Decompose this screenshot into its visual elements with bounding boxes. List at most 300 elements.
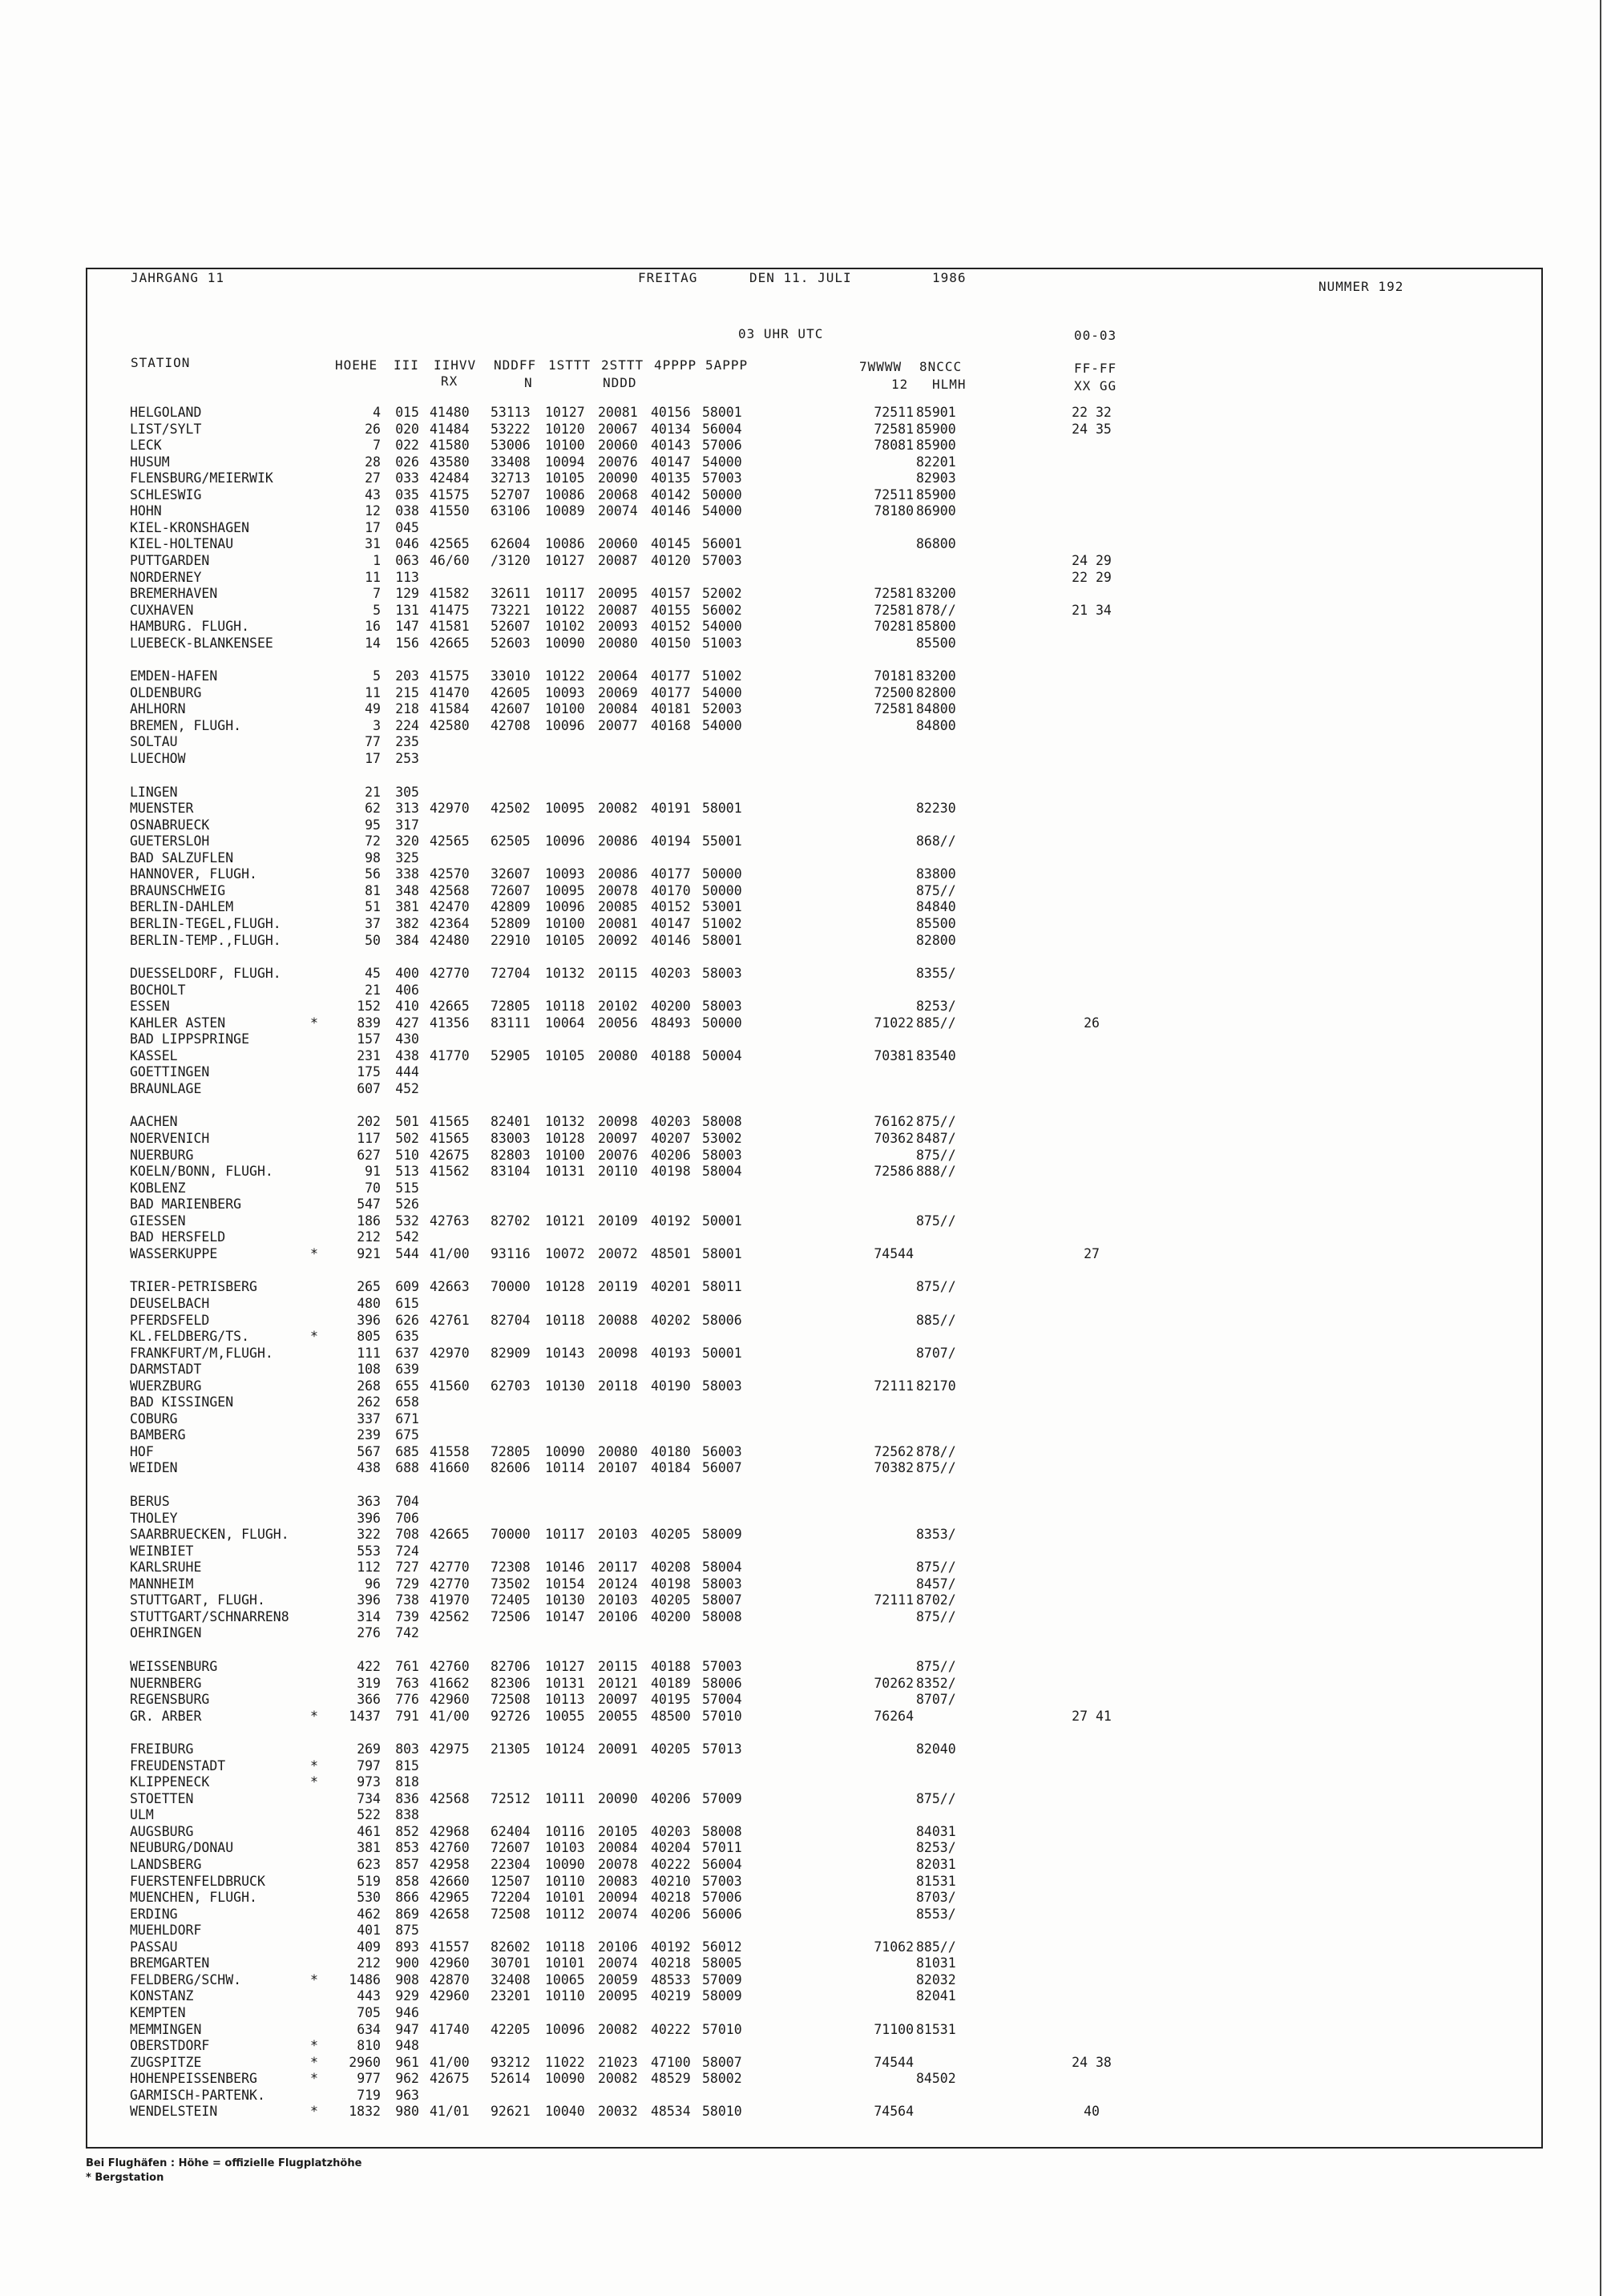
- group-5appp: 58001: [702, 405, 742, 420]
- nddff: 72512: [491, 1791, 531, 1806]
- nddff: 53006: [491, 438, 531, 453]
- group-4pppp: 40134: [651, 422, 691, 437]
- iihvv: 42960: [430, 1955, 470, 1971]
- group-4pppp: 40177: [651, 668, 691, 684]
- nddff: 70000: [491, 1279, 531, 1294]
- station-name: BREMERHAVEN: [130, 586, 218, 601]
- iihvv: 42565: [430, 833, 470, 849]
- iihvv: 41584: [430, 701, 470, 716]
- group-1sttt: 10103: [545, 1840, 585, 1855]
- station-name: NUERBURG: [130, 1148, 194, 1163]
- group-5appp: 57010: [702, 1709, 742, 1724]
- group-2sttt: 20080: [598, 1444, 638, 1459]
- group-1sttt: 10146: [545, 1560, 585, 1575]
- group-2sttt: 20077: [598, 718, 638, 733]
- group-8nccc: 83800: [916, 866, 956, 882]
- group-7wwww: 78180: [874, 503, 914, 519]
- nddff: 93212: [491, 2055, 531, 2070]
- iihvv: 42570: [430, 866, 470, 882]
- station-name: STUTTGART/SCHNARREN8: [130, 1609, 289, 1624]
- hoehe: 734: [357, 1791, 381, 1806]
- group-4pppp: 40135: [651, 470, 691, 486]
- group-2sttt: 21023: [598, 2055, 638, 2070]
- group-1sttt: 10072: [545, 1246, 585, 1261]
- station-name: OBERSTDORF: [130, 2038, 210, 2053]
- group-4pppp: 40207: [651, 1131, 691, 1146]
- group-8nccc: 82201: [916, 454, 956, 470]
- group-2sttt: 20115: [598, 966, 638, 981]
- group-7wwww: 76162: [874, 1114, 914, 1129]
- nddff: 62505: [491, 833, 531, 849]
- hoehe: 70: [365, 1180, 381, 1196]
- col-n: N: [524, 375, 533, 390]
- group-4pppp: 40203: [651, 1114, 691, 1129]
- nddff: 52707: [491, 487, 531, 502]
- group-8nccc: 8253/: [916, 999, 956, 1014]
- group-7wwww: 72586: [874, 1164, 914, 1179]
- iii: 063: [395, 553, 419, 568]
- group-2sttt: 20059: [598, 1972, 638, 1987]
- iihvv: 42580: [430, 718, 470, 733]
- group-8nccc: 875//: [916, 1791, 956, 1806]
- group-1sttt: 10095: [545, 883, 585, 898]
- nddff: 52603: [491, 636, 531, 651]
- hoehe: 262: [357, 1394, 381, 1410]
- group-4pppp: 40198: [651, 1164, 691, 1179]
- group-1sttt: 10086: [545, 536, 585, 551]
- group-8nccc: 82903: [916, 470, 956, 486]
- group-8nccc: 8702/: [916, 1592, 956, 1608]
- station-name: PUTTGARDEN: [130, 553, 210, 568]
- iihvv: 42665: [430, 999, 470, 1014]
- hoehe: 5: [373, 668, 381, 684]
- group-5appp: 58003: [702, 1148, 742, 1163]
- station-name: ESSEN: [130, 999, 170, 1014]
- nddff: 72405: [491, 1592, 531, 1608]
- group-7wwww: 72111: [874, 1592, 914, 1608]
- iii: 658: [395, 1394, 419, 1410]
- hoehe: 522: [357, 1807, 381, 1822]
- iii: 776: [395, 1692, 419, 1707]
- group-7wwww: 70181: [874, 668, 914, 684]
- group-4pppp: 40145: [651, 536, 691, 551]
- station-name: WEINBIET: [130, 1543, 194, 1559]
- group-5appp: 54000: [702, 718, 742, 733]
- iii: 045: [395, 520, 419, 535]
- group-4pppp: 48501: [651, 1246, 691, 1261]
- group-4pppp: 40200: [651, 999, 691, 1014]
- group-8nccc: 878//: [916, 603, 956, 618]
- group-2sttt: 20119: [598, 1279, 638, 1294]
- station-name: BAMBERG: [130, 1427, 186, 1443]
- group-4pppp: 40177: [651, 866, 691, 882]
- station-name: ERDING: [130, 1907, 178, 1922]
- hoehe: 1: [373, 553, 381, 568]
- group-2sttt: 20117: [598, 1560, 638, 1575]
- group-2sttt: 20110: [598, 1164, 638, 1179]
- iihvv: 41470: [430, 685, 470, 700]
- group-2sttt: 20086: [598, 833, 638, 849]
- group-7wwww: 70382: [874, 1460, 914, 1475]
- group-2sttt: 20068: [598, 487, 638, 502]
- group-1sttt: 10100: [545, 701, 585, 716]
- hoehe: 37: [365, 916, 381, 931]
- station-name: HOF: [130, 1444, 154, 1459]
- nddff: 92726: [491, 1709, 531, 1724]
- iii: 510: [395, 1148, 419, 1163]
- iihvv: 41484: [430, 422, 470, 437]
- station-name: FELDBERG/SCHW.: [130, 1972, 242, 1987]
- mountain-marker: *: [310, 1246, 318, 1261]
- nddff: 82909: [491, 1346, 531, 1361]
- station-name: BREMGARTEN: [130, 1955, 210, 1971]
- group-8nccc: 86800: [916, 536, 956, 551]
- iii: 615: [395, 1296, 419, 1311]
- ff-ff: 26: [1084, 1015, 1100, 1031]
- group-4pppp: 40156: [651, 405, 691, 420]
- iii: 655: [395, 1378, 419, 1394]
- nddff: /3120: [491, 553, 531, 568]
- station-name: KASSEL: [130, 1048, 178, 1063]
- nddff: 32607: [491, 866, 531, 882]
- group-4pppp: 40146: [651, 503, 691, 519]
- hoehe: 112: [357, 1560, 381, 1575]
- group-8nccc: 8352/: [916, 1676, 956, 1691]
- nddff: 83003: [491, 1131, 531, 1146]
- iihvv: 46/60: [430, 553, 470, 568]
- group-5appp: 57004: [702, 1692, 742, 1707]
- iihvv: 42960: [430, 1988, 470, 2003]
- station-name: OEHRINGEN: [130, 1625, 202, 1640]
- iii: 706: [395, 1511, 419, 1526]
- hoehe: 396: [357, 1511, 381, 1526]
- group-1sttt: 10094: [545, 454, 585, 470]
- group-2sttt: 20103: [598, 1527, 638, 1542]
- hoehe: 11: [365, 685, 381, 700]
- group-5appp: 57013: [702, 1741, 742, 1757]
- group-5appp: 57011: [702, 1840, 742, 1855]
- group-4pppp: 40205: [651, 1527, 691, 1542]
- mountain-marker: *: [310, 1015, 318, 1031]
- station-name: LIST/SYLT: [130, 422, 202, 437]
- nddff: 42502: [491, 801, 531, 816]
- group-5appp: 58001: [702, 1246, 742, 1261]
- iii: 384: [395, 933, 419, 948]
- group-4pppp: 40143: [651, 438, 691, 453]
- group-8nccc: 8487/: [916, 1131, 956, 1146]
- group-5appp: 58007: [702, 2055, 742, 2070]
- group-5appp: 50001: [702, 1346, 742, 1361]
- iii: 022: [395, 438, 419, 453]
- nddff: 72308: [491, 1560, 531, 1575]
- group-1sttt: 10090: [545, 1857, 585, 1872]
- iii: 929: [395, 1988, 419, 2003]
- group-5appp: 56012: [702, 1939, 742, 1955]
- iii: 947: [395, 2022, 419, 2037]
- group-8nccc: 875//: [916, 1560, 956, 1575]
- iii: 452: [395, 1081, 419, 1096]
- group-2sttt: 20093: [598, 619, 638, 634]
- iii: 852: [395, 1824, 419, 1839]
- station-name: KAHLER ASTEN: [130, 1015, 226, 1031]
- group-5appp: 50004: [702, 1048, 742, 1063]
- group-4pppp: 40201: [651, 1279, 691, 1294]
- iii: 020: [395, 422, 419, 437]
- group-5appp: 56002: [702, 603, 742, 618]
- station-name: COBURG: [130, 1411, 178, 1426]
- nddff: 72704: [491, 966, 531, 981]
- group-5appp: 52002: [702, 586, 742, 601]
- group-8nccc: 84031: [916, 1824, 956, 1839]
- mountain-marker: *: [310, 1774, 318, 1790]
- iii: 738: [395, 1592, 419, 1608]
- group-7wwww: 70362: [874, 1131, 914, 1146]
- iii: 038: [395, 503, 419, 519]
- hoehe: 276: [357, 1625, 381, 1640]
- group-4pppp: 48533: [651, 1972, 691, 1987]
- group-2sttt: 20081: [598, 916, 638, 931]
- iii: 526: [395, 1196, 419, 1212]
- station-name: KEMPTEN: [130, 2005, 186, 2020]
- iihvv: 41970: [430, 1592, 470, 1608]
- hoehe: 401: [357, 1923, 381, 1938]
- group-2sttt: 20064: [598, 668, 638, 684]
- station-name: BERLIN-TEGEL,FLUGH.: [130, 916, 281, 931]
- hoehe: 28: [365, 454, 381, 470]
- group-2sttt: 20067: [598, 422, 638, 437]
- group-4pppp: 48529: [651, 2071, 691, 2086]
- iii: 502: [395, 1131, 419, 1146]
- group-1sttt: 10100: [545, 916, 585, 931]
- group-8nccc: 875//: [916, 1609, 956, 1624]
- station-name: ULM: [130, 1807, 154, 1822]
- station-name: LINGEN: [130, 785, 178, 800]
- iihvv: 42660: [430, 1874, 470, 1889]
- page-edge: [1600, 0, 1601, 2296]
- group-5appp: 51002: [702, 668, 742, 684]
- iihvv: 42760: [430, 1840, 470, 1855]
- nddff: 42605: [491, 685, 531, 700]
- group-8nccc: 82031: [916, 1857, 956, 1872]
- group-2sttt: 20056: [598, 1015, 638, 1031]
- iii: 675: [395, 1427, 419, 1443]
- group-5appp: 57003: [702, 553, 742, 568]
- group-4pppp: 40184: [651, 1460, 691, 1475]
- station-name: LUECHOW: [130, 751, 186, 766]
- group-1sttt: 10117: [545, 1527, 585, 1542]
- group-2sttt: 20088: [598, 1313, 638, 1328]
- group-8nccc: 8253/: [916, 1840, 956, 1855]
- group-4pppp: 48493: [651, 1015, 691, 1031]
- group-8nccc: 86900: [916, 503, 956, 519]
- station-name: WENDELSTEIN: [130, 2104, 218, 2119]
- group-8nccc: 8457/: [916, 1576, 956, 1592]
- group-1sttt: 10117: [545, 586, 585, 601]
- group-5appp: 56004: [702, 1857, 742, 1872]
- iihvv: 42870: [430, 1972, 470, 1987]
- iihvv: 41575: [430, 487, 470, 502]
- iii: 704: [395, 1494, 419, 1509]
- group-1sttt: 10127: [545, 553, 585, 568]
- hoehe: 810: [357, 2038, 381, 2053]
- ff-ff: 24 38: [1072, 2055, 1112, 2070]
- nddff: 82606: [491, 1460, 531, 1475]
- group-4pppp: 40157: [651, 586, 691, 601]
- group-5appp: 50000: [702, 1015, 742, 1031]
- station-name: BERUS: [130, 1494, 170, 1509]
- group-1sttt: 10090: [545, 636, 585, 651]
- hoehe: 1486: [349, 1972, 381, 1987]
- group-1sttt: 10128: [545, 1131, 585, 1146]
- iihvv: 42763: [430, 1213, 470, 1229]
- group-1sttt: 10096: [545, 899, 585, 914]
- station-name: NEUBURG/DONAU: [130, 1840, 234, 1855]
- col-ff-ff: FF-FF: [1074, 361, 1117, 376]
- station-name: FREIBURG: [130, 1741, 194, 1757]
- group-4pppp: 40203: [651, 966, 691, 981]
- hoehe: 977: [357, 2071, 381, 2086]
- group-8nccc: 83200: [916, 586, 956, 601]
- group-2sttt: 20087: [598, 553, 638, 568]
- group-1sttt: 10118: [545, 1939, 585, 1955]
- station-name: HOHENPEISSENBERG: [130, 2071, 257, 2086]
- group-5appp: 54000: [702, 503, 742, 519]
- iii: 338: [395, 866, 419, 882]
- iii: 671: [395, 1411, 419, 1426]
- nddff: 32713: [491, 470, 531, 486]
- group-2sttt: 20076: [598, 1148, 638, 1163]
- jahrgang: JAHRGANG 11: [131, 270, 224, 285]
- station-name: GIESSEN: [130, 1213, 186, 1229]
- group-2sttt: 20055: [598, 1709, 638, 1724]
- nddff: 72607: [491, 1840, 531, 1855]
- group-8nccc: 84502: [916, 2071, 956, 2086]
- col-xx-gg: XX GG: [1074, 378, 1117, 393]
- group-2sttt: 20074: [598, 1955, 638, 1971]
- station-name: DEUSELBACH: [130, 1296, 210, 1311]
- station-name: KIEL-KRONSHAGEN: [130, 520, 250, 535]
- iihvv: 41558: [430, 1444, 470, 1459]
- group-2sttt: 20082: [598, 2071, 638, 2086]
- iihvv: 41/00: [430, 2055, 470, 2070]
- group-4pppp: 40188: [651, 1048, 691, 1063]
- group-2sttt: 20118: [598, 1378, 638, 1394]
- iii: 382: [395, 916, 419, 931]
- hoehe: 921: [357, 1246, 381, 1261]
- hoehe: 2960: [349, 2055, 381, 2070]
- group-5appp: 55001: [702, 833, 742, 849]
- group-8nccc: 875//: [916, 1213, 956, 1229]
- group-8nccc: 885//: [916, 1939, 956, 1955]
- group-5appp: 56003: [702, 1444, 742, 1459]
- station-name: BAD HERSFELD: [130, 1229, 226, 1245]
- group-8nccc: 885//: [916, 1015, 956, 1031]
- group-4pppp: 40147: [651, 454, 691, 470]
- nddff: 73502: [491, 1576, 531, 1592]
- group-2sttt: 20087: [598, 603, 638, 618]
- station-name: STOETTEN: [130, 1791, 194, 1806]
- hoehe: 396: [357, 1313, 381, 1328]
- group-4pppp: 40168: [651, 718, 691, 733]
- group-1sttt: 10122: [545, 668, 585, 684]
- nddff: 70000: [491, 1527, 531, 1542]
- nddff: 83104: [491, 1164, 531, 1179]
- group-8nccc: 81531: [916, 2022, 956, 2037]
- group-2sttt: 20090: [598, 470, 638, 486]
- group-1sttt: 10111: [545, 1791, 585, 1806]
- iihvv: 42770: [430, 1560, 470, 1575]
- group-7wwww: 72511: [874, 487, 914, 502]
- col-4pppp: 4PPPP: [654, 357, 697, 373]
- hoehe: 77: [365, 734, 381, 749]
- nddff: 42708: [491, 718, 531, 733]
- hoehe: 26: [365, 422, 381, 437]
- iii: 147: [395, 619, 419, 634]
- station-name: KONSTANZ: [130, 1988, 194, 2003]
- hoehe: 797: [357, 1758, 381, 1773]
- iii: 637: [395, 1346, 419, 1361]
- group-5appp: 50001: [702, 1213, 742, 1229]
- iihvv: 41475: [430, 603, 470, 618]
- group-5appp: 53001: [702, 899, 742, 914]
- col-nddd: NDDD: [603, 375, 637, 390]
- iii: 688: [395, 1460, 419, 1475]
- iii: 129: [395, 586, 419, 601]
- iii: 325: [395, 850, 419, 866]
- col-iii: III: [394, 357, 419, 373]
- iihvv: 42484: [430, 470, 470, 486]
- iii: 727: [395, 1560, 419, 1575]
- hoehe: 363: [357, 1494, 381, 1509]
- ff-ff: 22 32: [1072, 405, 1112, 420]
- footnote-mountain: * Bergstation: [86, 2172, 164, 2184]
- group-4pppp: 40180: [651, 1444, 691, 1459]
- group-2sttt: 20072: [598, 1246, 638, 1261]
- iihvv: 41565: [430, 1114, 470, 1129]
- iii: 742: [395, 1625, 419, 1640]
- iii: 218: [395, 701, 419, 716]
- group-1sttt: 10132: [545, 966, 585, 981]
- group-4pppp: 40192: [651, 1939, 691, 1955]
- group-1sttt: 10093: [545, 866, 585, 882]
- ff-ff: 27 41: [1072, 1709, 1112, 1724]
- station-name: WEISSENBURG: [130, 1659, 218, 1674]
- hoehe: 14: [365, 636, 381, 651]
- iihvv: 42565: [430, 536, 470, 551]
- observation-time: 03 UHR UTC: [738, 326, 824, 341]
- group-1sttt: 10102: [545, 619, 585, 634]
- station-name: WASSERKUPPE: [130, 1246, 218, 1261]
- group-8nccc: 82032: [916, 1972, 956, 1987]
- hoehe: 1832: [349, 2104, 381, 2119]
- group-5appp: 58011: [702, 1279, 742, 1294]
- hoehe: 530: [357, 1890, 381, 1905]
- nddff: 22304: [491, 1857, 531, 1872]
- group-1sttt: 10105: [545, 933, 585, 948]
- col-7wwww: 7WWWW: [859, 359, 902, 374]
- iii: 046: [395, 536, 419, 551]
- iihvv: 41550: [430, 503, 470, 519]
- nddff: 53113: [491, 405, 531, 420]
- nddff: 32408: [491, 1972, 531, 1987]
- iihvv: 42965: [430, 1890, 470, 1905]
- group-4pppp: 40142: [651, 487, 691, 502]
- iii: 410: [395, 999, 419, 1014]
- group-1sttt: 10143: [545, 1346, 585, 1361]
- group-2sttt: 20115: [598, 1659, 638, 1674]
- nddff: 53222: [491, 422, 531, 437]
- hoehe: 4: [373, 405, 381, 420]
